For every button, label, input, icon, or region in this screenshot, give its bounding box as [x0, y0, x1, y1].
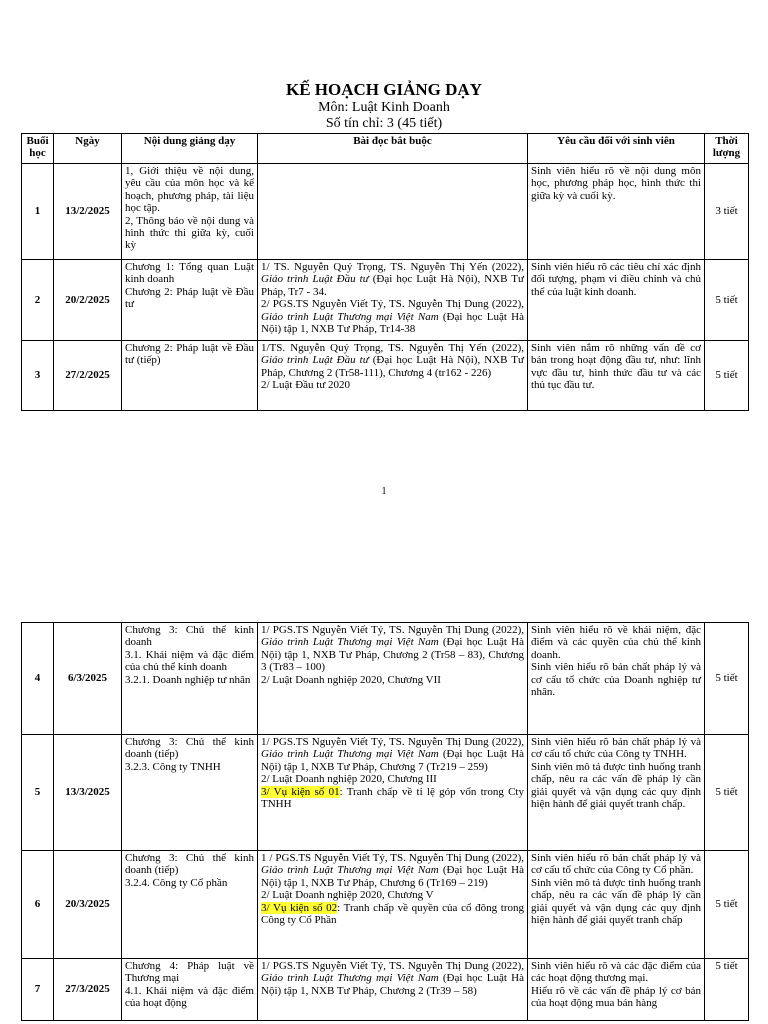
table-body-page2: [22, 623, 749, 1021]
content-line: 3.2.3. Công ty TNHH: [125, 760, 221, 773]
requirement-line: Sinh viên mô tả được tình huống tranh chấp, nêu ra các vấn đề pháp lý cần giải quyết và vận dụng các quy định hiện hành để giải quyết tranh chấp: [531, 876, 701, 927]
content-line: Chương 4: Pháp luật về Thương mại: [125, 960, 254, 985]
content-cell: [122, 959, 258, 1021]
date-cell: 13/3/2025: [54, 735, 122, 851]
content-line: 1, Giới thiệu về nội dung, yêu cầu của môn học và kế hoạch, phương pháp, tài liệu học tập.: [125, 165, 254, 215]
session-cell: 6: [22, 851, 54, 959]
table-row: [22, 341, 749, 411]
reading-line: 1/ PGS.TS Nguyễn Viết Tý, TS. Nguyễn Thị Dung (2022), Giáo trình Luật Thương mại Việt Nam (Đại học Luật Hà Nội) tập 1, NXB Tư Pháp, Chương 7 (Tr219 – 259): [261, 736, 524, 773]
date-cell: 27/2/2025: [54, 341, 122, 411]
content-line: Chương 2: Pháp luật về Đầu tư (tiếp): [125, 342, 254, 367]
content-cell: [122, 341, 258, 411]
reading-line: 2/ Luật Doanh nghiệp 2020, Chương III: [261, 773, 437, 786]
reading-line: 1/ PGS.TS Nguyễn Viết Tý, TS. Nguyễn Thị Dung (2022), Giáo trình Luật Thương mại Việt Nam (Đại học Luật Hà Nội) tập 1, NXB Tư Pháp, Chương 2 (Tr39 – 58): [261, 960, 524, 997]
table-header-row: [22, 134, 749, 164]
session-cell: 5: [22, 735, 54, 851]
table-row: [22, 164, 749, 260]
case-label: 3/ Vụ kiện số 02: [261, 901, 338, 914]
reading-title: Giáo trình Luật Thương mại Việt Nam: [261, 310, 439, 323]
requirements-cell: [528, 959, 705, 1021]
table-row: [22, 735, 749, 851]
content-line: 3.2.4. Công ty Cổ phần: [125, 876, 228, 889]
document-title: KẾ HOẠCH GIẢNG DẠY: [286, 80, 482, 99]
content-line: 3.2.1. Doanh nghiệp tư nhân: [125, 673, 251, 686]
date-cell: 20/3/2025: [54, 851, 122, 959]
requirements-cell: [528, 164, 705, 260]
header-content: Nội dung giảng dạy: [122, 134, 258, 164]
content-cell: [122, 623, 258, 735]
header-duration: Thời lượng: [705, 134, 749, 164]
table-row: [22, 851, 749, 959]
date-cell: 20/2/2025: [54, 260, 122, 341]
credits-line: Số tín chỉ: 3 (45 tiết): [325, 116, 443, 131]
requirements-cell: [528, 341, 705, 411]
duration-cell: 5 tiết: [705, 260, 749, 341]
reading-title: Giáo trình Luật Thương mại Việt Nam: [261, 972, 439, 985]
page-number: 1: [381, 486, 387, 497]
content-line: 4.1. Khái niệm và đặc điểm của hoạt động: [125, 984, 254, 1010]
content-cell: [122, 164, 258, 260]
header-date: Ngày: [54, 134, 122, 164]
requirement-line: Sinh viên hiểu rõ các tiêu chí xác định đối tượng, phạm vi điều chỉnh và chủ thể của luật kinh doanh.: [531, 261, 701, 298]
case-line: 3/ Vụ kiện số 02: Tranh chấp về quyền của cổ đông trong Công ty Cổ Phần: [261, 901, 524, 927]
readings-cell: [258, 341, 528, 411]
session-cell: 2: [22, 260, 54, 341]
content-line: 3.1. Khái niệm và đặc điểm của chủ thể kinh doanh: [125, 648, 254, 674]
requirement-line: Hiểu rõ về các vấn đề pháp lý cơ bản của hoạt động mua bán hàng: [531, 984, 701, 1010]
reading-line: 1/ TS. Nguyễn Quý Trọng, TS. Nguyễn Thị Yến (2022), Giáo trình Luật Đầu tư (Đại học Luật Hà Nội), NXB Tư Pháp, Tr7 - 34.: [261, 261, 524, 298]
table-row: [22, 959, 749, 1021]
content-line: Chương 2: Pháp luật về Đầu tư: [125, 285, 254, 311]
case-line: 3/ Vụ kiện số 01: Tranh chấp về tỉ lệ góp vốn trong Cty TNHH: [261, 785, 524, 811]
readings-cell: [258, 959, 528, 1021]
readings-cell: [258, 164, 528, 260]
header-requirements: Yêu cầu đối với sinh viên: [528, 134, 705, 164]
reading-title: Giáo trình Luật Thương mại Việt Nam: [261, 748, 439, 761]
reading-line: 2/ Luật Đầu tư 2020: [261, 379, 351, 392]
content-cell: [122, 851, 258, 959]
reading-line: 2/ Luật Doanh nghiệp 2020, Chương V: [261, 889, 434, 902]
duration-cell: 5 tiết: [705, 341, 749, 411]
requirement-line: Sinh viên hiểu rõ và các đặc điểm của các hoạt động thương mại.: [531, 960, 701, 985]
date-cell: 27/3/2025: [54, 959, 122, 1021]
reading-line: 2/ PGS.TS Nguyễn Viết Tý, TS. Nguyễn Thị Dung (2022), Giáo trình Luật Thương mại Việt Nam (Đại học Luật Hà Nội) tập 1, NXB Tư Pháp, Tr14-38: [261, 298, 524, 336]
reading-line: 1/TS. Nguyễn Quý Trọng, TS. Nguyễn Thị Yến (2022), Giáo trình Luật Đầu tư (Đại học Luật Hà Nội), NXB Tư Pháp, Chương 2 (Tr58-111), Chương 4 (tr162 - 226): [261, 342, 524, 379]
content-line: 2, Thông báo về nội dung và hình thức thi giữa kỳ, cuối kỳ: [125, 214, 254, 252]
session-cell: 3: [22, 341, 54, 411]
content-line: Chương 3: Chủ thể kinh doanh (tiếp): [125, 852, 254, 877]
requirements-cell: [528, 851, 705, 959]
reading-title: Giáo trình Luật Đầu tư: [261, 273, 369, 286]
header-session: Buổi học: [22, 134, 54, 164]
table-row: [22, 623, 749, 735]
schedule-table-page1: [21, 133, 749, 411]
requirements-cell: [528, 735, 705, 851]
date-cell: 6/3/2025: [54, 623, 122, 735]
requirements-cell: [528, 623, 705, 735]
session-cell: 4: [22, 623, 54, 735]
requirement-line: Sinh viên mô tả được tình huống tranh chấp, nêu ra các vấn đề pháp lý cần giải quyết và vận dụng các quy định hiện hành để giải quyết tranh chấp.: [531, 760, 701, 811]
readings-cell: [258, 735, 528, 851]
session-cell: 1: [22, 164, 54, 260]
case-label: 3/ Vụ kiện số 01: [261, 785, 340, 798]
duration-cell: 5 tiết: [705, 735, 749, 851]
requirements-cell: [528, 260, 705, 341]
requirement-line: Sinh viên hiểu rõ về khái niệm, đặc điểm và các quyền của chủ thể kinh doanh.: [531, 624, 701, 661]
duration-cell: 5 tiết: [705, 623, 749, 735]
requirement-line: Sinh viên hiểu rõ bản chất pháp lý và cơ cấu tổ chức của Công ty Cổ phần.: [531, 852, 701, 877]
readings-cell: [258, 623, 528, 735]
date-cell: 13/2/2025: [54, 164, 122, 260]
duration-cell: 5 tiết: [705, 851, 749, 959]
content-cell: [122, 735, 258, 851]
reading-line: 1 / PGS.TS Nguyễn Viết Tý, TS. Nguyễn Thị Dung (2022), Giáo trình Luật Thương mại Việt Nam (Đại học Luật Hà Nội) tập 1, NXB Tư Pháp, Chương 6 (Tr169 – 219): [261, 852, 524, 889]
reading-title: Giáo trình Luật Thương mại Việt Nam: [261, 636, 439, 649]
requirement-line: Sinh viên hiểu rõ bản chất pháp lý và cơ cấu tổ chức của Công ty TNHH.: [531, 736, 701, 761]
table-row: [22, 260, 749, 341]
content-cell: [122, 260, 258, 341]
duration-cell: 5 tiết: [705, 959, 749, 1021]
requirement-line: Sinh viên hiểu rõ về nội dung môn học, phương pháp học, hình thức thi giữa kỳ và cuối kỳ.: [531, 165, 701, 202]
reading-title: Giáo trình Luật Đầu tư: [261, 354, 369, 367]
session-cell: 7: [22, 959, 54, 1021]
readings-cell: [258, 851, 528, 959]
table-body-page1: [22, 164, 749, 411]
header-readings: Bài đọc bắt buộc: [258, 134, 528, 164]
duration-cell: 3 tiết: [705, 164, 749, 260]
reading-line: 2/ Luật Doanh nghiệp 2020, Chương VII: [261, 673, 441, 686]
readings-cell: [258, 260, 528, 341]
subject-line: Môn: Luật Kinh Doanh: [318, 100, 450, 115]
reading-line: 1/ PGS.TS Nguyễn Viết Tý, TS. Nguyễn Thị Dung (2022), Giáo trình Luật Thương mại Việt Nam (Đại học Luật Hà Nội) tập 1, NXB Tư Pháp, Chương 2 (Tr58 – 83), Chương 3 (Tr83 – 100): [261, 624, 524, 674]
content-line: Chương 1: Tổng quan Luật kinh doanh: [125, 261, 254, 286]
content-line: Chương 3: Chủ thể kinh doanh: [125, 624, 254, 649]
schedule-table-page2: [21, 622, 749, 1021]
requirement-line: Sinh viên nắm rõ những vấn đề cơ bản trong hoạt động đầu tư, như: lĩnh vực đầu tư, hình thức đầu tư và các thủ tục đầu tư.: [531, 342, 701, 392]
reading-title: Giáo trình Luật Thương mại Việt Nam: [261, 864, 439, 877]
content-line: Chương 3: Chủ thể kinh doanh (tiếp): [125, 736, 254, 761]
requirement-line: Sinh viên hiểu rõ bản chất pháp lý và cơ cấu tổ chức của Doanh nghiệp tư nhân.: [531, 661, 701, 699]
